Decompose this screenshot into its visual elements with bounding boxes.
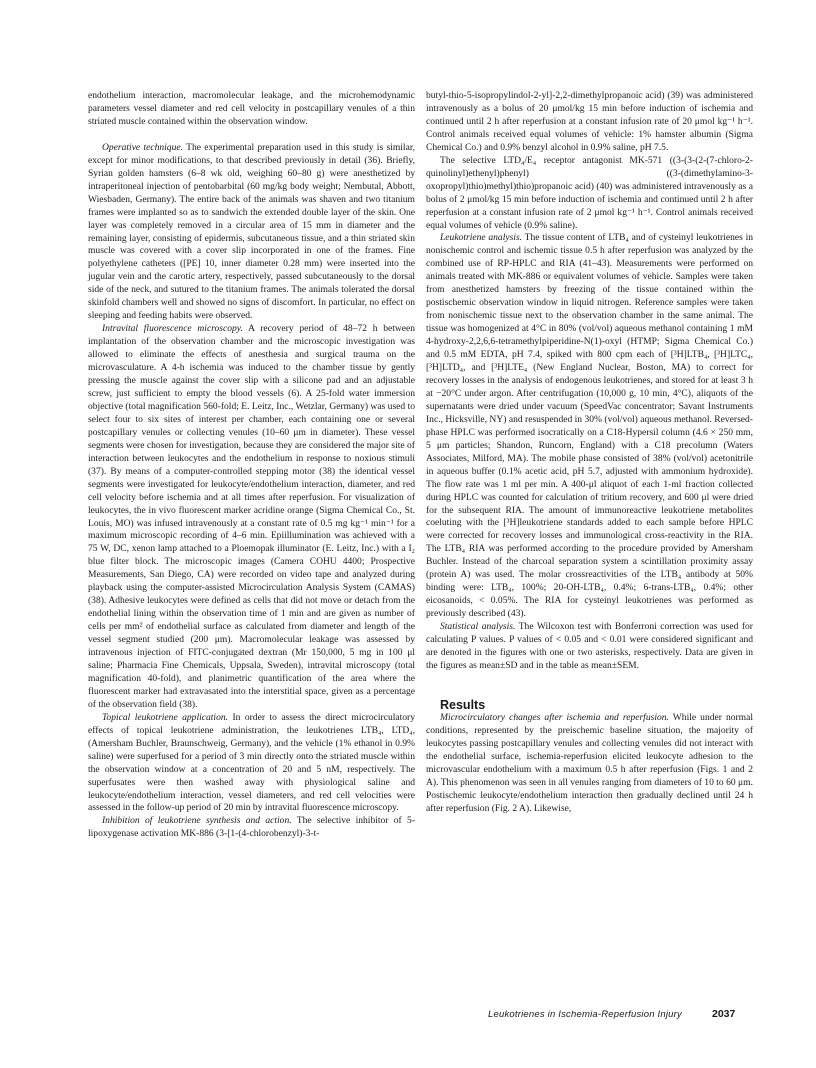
topical-paragraph xyxy=(88,712,415,816)
statistical-heading: Statistical analysis. xyxy=(440,621,516,633)
statistical-paragraph xyxy=(426,621,753,673)
page-number: 2037 xyxy=(712,1008,736,1020)
inhibition-paragraph xyxy=(88,815,415,841)
topical-heading: Topical leukotriene application. xyxy=(102,711,229,723)
analysis-heading: Leukotriene analysis. xyxy=(440,232,523,244)
continued-paragraph: butyl-thio-5-isopropylindol-2-yl]-2,2-dimethylpropanoic acid) (39) was administered intravenously as a bolus of 20 μmol/kg 15 min before induction of ischemia and continued until 2 h after reperfusion at a constant infusion rate of 20 μmol kg⁻¹ h⁻¹. Control animals received equal volumes of vehicle: 1% hamster albumin (Sigma Chemical Co.) and 0.9% benzyl alcohol in 0.9% saline, pH 7.5. xyxy=(426,90,753,153)
analysis-paragraph xyxy=(426,232,753,621)
microcirculatory-paragraph xyxy=(426,712,753,816)
operative-paragraph xyxy=(88,142,415,323)
operative-text: The experimental preparation used in this study is similar, except for minor modifications, to that described previously in detail (36). Briefly, Syrian golden hamsters (6–8 wk old, weighing 60–80 g) were anesthetized by intraperitoneal injection of pentobarbital (60 mg/kg body weight; Nembutal, Abbott, Wiesbaden, Germany). The entire back of the animals was shaven and two titanium frames were implanted so as to sandwich the extended double layer of the skin. One layer was completely removed in a circular area of 15 mm in diameter and the remaining layer, consisting of epidermis, subcutaneous tissue, and a thin striated skin muscle was covered with a cover slip incorporated in one of the frames. Fine polyethylene catheters ([PE] 10, inner diameter 0.28 mm) were inserted into the jugular vein and the carotic artery, respectively, passed subcutaneously to the dorsal side of the neck, and sutured to the titanium frames. The animals tolerated the dorsal skinfold chambers well and showed no signs of discomfort. In particular, no effect on sleeping and feeding habits were observed. xyxy=(88,141,415,322)
intravital-text: A recovery period of 48–72 h between implantation of the observation chamber and the microscopic investigation was allowed to eliminate the effects of anesthesia and surgical trauma on the microvasculature. A 4-h ischemia was induced to the chamber tissue by gently pressing the muscle against the cover slip with a silicone pad and an adjustable screw, just sufficient to empty the blood vessels (6). A 25-fold water immersion objective (total magnification 560-fold; E. Leitz, Inc., Wetzlar, Germany) was used to select four to six sites of interest per chamber, each containing one or several postcapillary venules or collecting venules (10–60 μm in diameter). These vessel segments were chosen for investigation, because they are considered the major site of interaction between leukocytes and the endothelium in response to noxious stimuli (37). By means of a computer-controlled stepping motor (38) the identical vessel segments were investigated for leukocyte/endothelium interaction, diameter, and red cell velocity before ischemia and at all times after reperfusion. For visualization of leukocytes, the in vivo fluorescent marker acridine orange (Sigma Chemical Co., St. Louis, MO) was infused intravenously at a constant rate of 0.5 mg kg⁻¹ min⁻¹ for a maximum microscopic recording of 4–6 min. Epiillumination was achieved with a 75 W, DC, xenon lamp attached to a Ploemopak illuminator (E. Leitz, Inc.) with a I₂ blue filter block. The microscopic images (Camera COHU 4400; Prospective Measurements, San Diego, CA) were recorded on video tape and analyzed during playback using the computer-assisted Microcirculation Analysis System (CAMAS) (38). Adhesive leukocytes were defined as cells that did not move or detach from the endothelial lining within the observation time of 1 min and are given as number of cells per mm² of endothelial surface as calculated from diameter and length of the vessel segment studied (200 μm). Macromolecular leakage was assessed by intravenous injection of FITC-conjugated dextran (Mr 150,000, 5 mg in 100 μl saline; Pharmacia Fine Chemicals, Uppsala, Sweden), intravital microscopy (total magnification 40-fold), and planimetric quantification of the area where the fluorescent marker had extravasated into the interstitial space, given as a percentage of the observation field (38). xyxy=(88,323,415,710)
topical-text: In order to assess the direct microcirculatory effects of topical leukotriene administration, the leukotrienes LTB₄, LTD₄, (Amersham Buchler, Braunschweig, Germany), and the vehicle (1% ethanol in 0.9% saline) were superfused for a period of 3 min directly onto the striated muscle within the observation window at a concentration of 20 and 5 nM, respectively. The superfusates were then washed away with physiological saline and leukocyte/endothelium interaction, vessel diameters, and red cell velocities were assessed in the follow-up period of 20 min by intravital fluorescence microscopy. xyxy=(88,711,416,814)
left-column xyxy=(88,90,415,841)
right-column xyxy=(426,90,753,815)
intro-paragraph: endothelium interaction, macromolecular leakage, and the microhemodynamic parameters vessel diameter and red cell velocity in postcapillary venules of a thin striated muscle contained within the observation window. xyxy=(88,90,415,127)
operative-heading: Operative technique. xyxy=(102,141,183,153)
antagonist-paragraph: The selective LTD₄/E₄ receptor antagonist MK-571 ((3-(3-(2-(7-chloro-2-quinolinyl)ethenyl)phenyl) ((3-(dimethylamino-3-oxopropyl)thio)methyl)thio)propanoic acid) (40) was administered intravenously as a bolus of 2 μmol/kg 15 min before induction of ischemia and continued until 2 h after reperfusion at a constant infusion rate of 2 μmol kg⁻¹ h⁻¹. Control animals received equal volumes of vehicle (0.9% saline). xyxy=(426,154,753,231)
page-footer xyxy=(450,1009,780,1023)
inhibition-heading: Inhibition of leukotriene synthesis and action. xyxy=(102,815,292,827)
intravital-paragraph xyxy=(88,323,415,712)
inhibition-text: The selective inhibitor of 5-lipoxygenase activation MK-886 (3-[1-(4-chlorobenzyl)-3-t- xyxy=(88,815,415,840)
microcirculatory-heading: Microcirculatory changes after ischemia and reperfusion. xyxy=(440,711,669,723)
statistical-text: The Wilcoxon test with Bonferroni correction was used for calculating P values. P values of < 0.05 and < 0.01 were considered significant and are denoted in the figures with one or two asterisks, respectively. Data are given in the figures as mean±SD and in the table as mean±SEM. xyxy=(426,621,753,671)
microcirculatory-text: While under normal conditions, represented by the preischemic baseline situation, the majority of leukocytes passing postcapillary venules and collecting venules did not interact with the endothelial surface, ischemia-reperfusion elicited leukocyte adhesion to the microvascular endothelium with a maximum 0.5 h after reperfusion (Figs. 1 and 2 A). This phenomenon was seen in all venules ranging from diameters of 10 to 60 μm. Postischemic leukocyte/endothelium interaction then gradually declined until 24 h after reperfusion (Fig. 2 A). Likewise, xyxy=(426,711,754,814)
results-heading: Results xyxy=(440,697,486,712)
running-title: Leukotrienes in Ischemia-Reperfusion Injury xyxy=(488,1009,682,1020)
intravital-heading: Intravital fluorescence microscopy. xyxy=(102,323,243,335)
analysis-text: The tissue content of LTB₄ and of cysteinyl leukotrienes in nonischemic control and ischemic tissue 0.5 h after reperfusion was analyzed by the combined use of RP-HPLC and RIA (41–43). Measurements were performed on animals treated with MK-886 or equivalent volumes of vehicle. Samples were taken from anesthetized hamsters by freezing of the tissue contained within the postischemic observation window in liquid nitrogen. Reference samples were taken from nonischemic tissue next to the observation chamber in the same animal. The tissue was homogenized at 4°C in 80% (vol/vol) aqueous methanol containing 1 mM 4-hydroxy-2,2,6,6-tetramethylpiperidine-N(1)-oxyl (HTMP; Sigma Chemical Co.) and 0.5 mM EDTA, pH 7.4, spiked with 800 cpm each of [³H]LTB₄, [³H]LTC₄, [³H]LTD₄, and [³H]LTE₄ (New England Nuclear, Boston, MA) to correct for recovery losses in the analysis of endogenous leukotrienes, and stored for at least 3 h at −20°C under argon. After centrifugation (10,000 g, 10 min, 4°C), aliquots of the supernatants were dried under vacuum (SpeedVac concentrator; Savant Instruments Inc., Hicksville, NY) and resuspended in 30% (vol/vol) aqueous methanol. Reversed-phase HPLC was performed isocratically on a C18-Hypersil column (4.6 × 250 mm, 5 μm particles; Shandon, Runcorn, England) with a C18 precolumn (Waters Associates, Milford, MA). The mobile phase consisted of 38% (vol/vol) acetonitrile in aqueous buffer (0.1% acetic acid, pH 5.7, adjusted with ammonium hydroxide). The flow rate was 1 ml per min. A 400-μl aliquot of each 1-ml fraction collected during HPLC was counted for calculation of tritium recovery, and 600 μl were dried for the subsequent RIA. The amount of immunoreactive leukotriene metabolites coeluting with the [³H]leukotriene standards added to each sample before HPLC were corrected for recovery losses and immunological cross-reactivity in the RIA. The LTB₄ RIA was performed according to the procedure provided by Amersham Buchler. Instead of the charcoal separation system a scintillation proximity assay (protein A) was used. The molar crossreactivities of the LTB₄ antibody at 50% binding were: LTB₄, 100%; 20-OH-LTB₄, 0.4%; 6-trans-LTB₄, 0.4%; other eicosanoids, < 0.05%. The RIA for cysteinyl leukotrienes was performed as previously described (43). xyxy=(426,232,754,620)
